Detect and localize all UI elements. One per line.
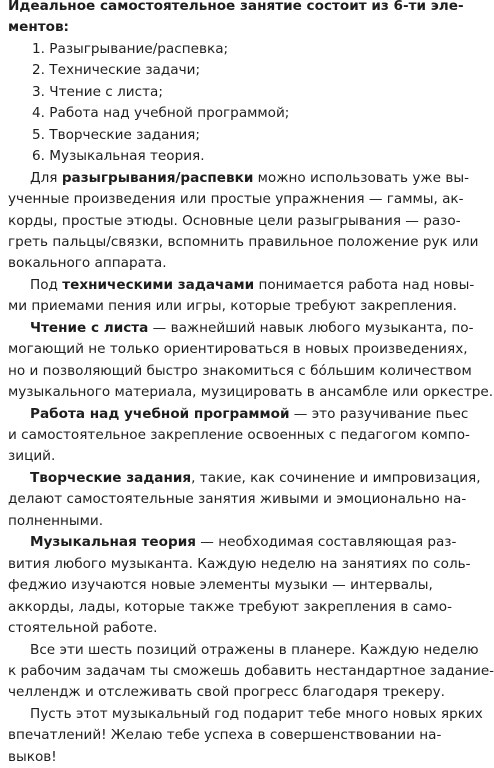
warmup-post: можно использовать уже вы-: [253, 169, 470, 186]
paragraph-warmup-line-4: греть пальцы/связки, вспомнить правильное положение рук или: [8, 233, 479, 250]
paragraph-sightreading-line-4: музыкального материала, музицировать в ансамбле или оркестре.: [8, 384, 494, 401]
creative-term: Творческие задания: [30, 469, 192, 486]
heading-line-2: ментов:: [8, 19, 69, 36]
paragraph-sightreading-line-2: могающий не только ориентироваться в новых произведениях,: [8, 341, 468, 358]
warmup-pre: Для: [30, 169, 62, 186]
theory-post: — необходимая составляющая раз-: [195, 534, 457, 551]
paragraph-theory-line-3: феджио изучаются новые элементы музыки — интервалы,: [8, 577, 433, 594]
list-item-5: 5. Творческие задания;: [32, 126, 200, 143]
theory-term: Музыкальная теория: [30, 534, 196, 551]
paragraph-theory-line-5: стоятельной работе.: [8, 620, 158, 637]
technique-post: понимается работа над новы-: [254, 276, 475, 293]
paragraph-planner-line-2: к рабочим задачам ты сможешь добавить нестандартное задание-: [8, 662, 494, 679]
paragraph-program-line-3: зиций.: [8, 448, 56, 465]
paragraph-theory-line-4: аккорды, лады, которые также требуют закрепления в само-: [8, 598, 453, 615]
paragraph-theory-line-2: вития любого музыканта. Каждую неделю на занятиях по соль-: [8, 555, 471, 572]
paragraph-program-line-2: и самостоятельное закрепление освоенных с педагогом компо-: [8, 427, 470, 443]
paragraph-sightreading-line-3: но и позволяющий быстро знакомиться с бóльшим количеством: [8, 362, 472, 379]
paragraph-wishes-line-1: Пусть этот музыкальный год подарит тебе много новых ярких: [30, 705, 483, 722]
paragraph-theory-line-1: [30, 532, 457, 553]
paragraph-technique-line-2: ми приемами пения или игры, которые требуют закрепления.: [8, 298, 458, 315]
paragraph-planner-line-3: челлендж и отслеживать свой прогресс благодаря трекеру.: [8, 684, 445, 701]
paragraph-creative-line-2: делают самостоятельные занятия живыми и эмоционально на-: [8, 491, 467, 508]
sightreading-post: — важнейший навык любого музыканта, по-: [148, 319, 474, 336]
list-item-1: 1. Разыгрывание/распевка;: [32, 40, 229, 57]
list-item-4: 4. Работа над учебной программой;: [32, 105, 290, 122]
sightreading-term: Чтение с листа: [30, 319, 149, 336]
paragraph-planner-line-1: Все эти шесть позиций отражены в планере. Каждую неделю: [30, 641, 479, 658]
list-item-6: 6. Музыкальная теория.: [32, 148, 205, 165]
program-post: — это разучивание пьес: [289, 405, 469, 422]
list-item-2: 2. Технические задачи;: [32, 62, 201, 79]
list-item-3: 3. Чтение с листа;: [32, 83, 163, 100]
technique-term: техническими задачами: [62, 276, 255, 293]
paragraph-wishes-line-2: впечатлений! Желаю тебе успеха в совершенствовании на-: [8, 727, 442, 744]
program-term: Работа над учебной программой: [30, 405, 290, 422]
technique-pre: Под: [30, 276, 63, 293]
paragraph-warmup-line-2: ученные произведения или простые упражнения — гаммы, ак-: [8, 191, 464, 208]
creative-post: , такие, как сочинение и импровизация,: [191, 469, 481, 486]
paragraph-creative-line-3: полненными.: [8, 512, 104, 529]
heading-line-1: Идеальное самостоятельное занятие состоит из 6-ти эле-: [8, 0, 464, 14]
warmup-term: разыгрывания/распевки: [61, 169, 254, 186]
paragraph-wishes-line-3: выков!: [8, 748, 57, 765]
paragraph-warmup-line-5: вокального аппарата.: [8, 255, 167, 272]
paragraph-warmup-line-3: корды, простые этюды. Основные цели разыгрывания — разо-: [8, 212, 461, 229]
